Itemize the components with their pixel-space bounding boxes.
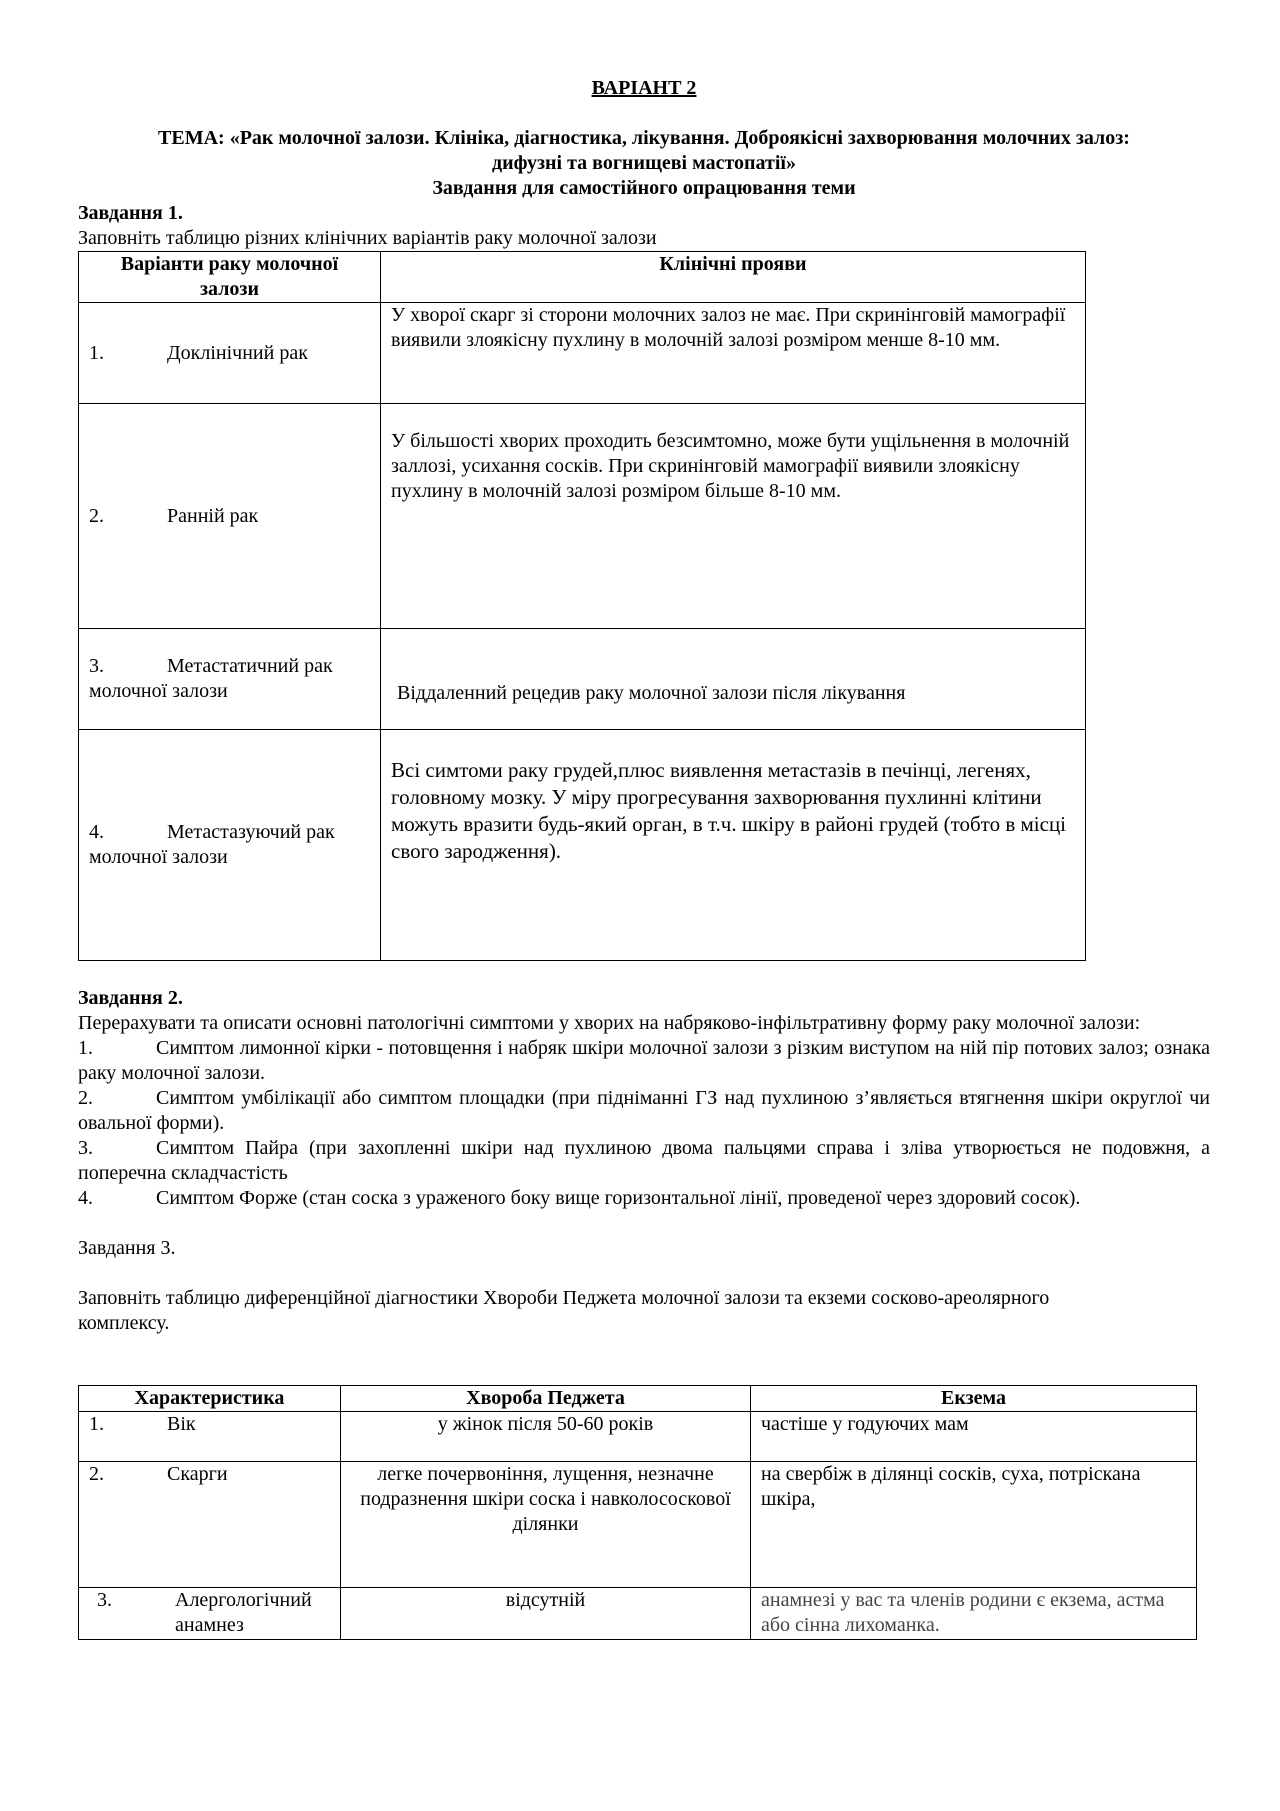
topic-line-2: дифузні та вогнищеві мастопатії» <box>492 152 796 174</box>
row-number: 3. <box>97 1589 112 1611</box>
topic-line-1: ТЕМА: «Рак молочної залози. Клініка, діагностика, лікування. Доброякісні захворювання молочних залоз: <box>158 127 1130 149</box>
table-row <box>79 1412 1197 1462</box>
task3-title: Завдання 3. <box>78 1237 176 1259</box>
variant-cell <box>79 303 381 404</box>
item-text: Симптом Пайра (при захопленні шкіри над пухлиною двома пальцями справа і зліва утворюється не подовжня, а поперечна складчастість <box>78 1137 1210 1184</box>
table-row <box>79 730 1086 961</box>
clinical-text: Віддаленний рецедив раку молочної залози після лікування <box>381 629 1086 730</box>
task1-instruction: Заповніть таблицю різних клінічних варіантів раку молочної залози <box>78 227 657 249</box>
header-eczema: Екзема <box>751 1386 1197 1412</box>
paget-cell: легке почервоніння, лущення, незначне подразнення шкіри соска і навколососкової ділянки <box>341 1462 751 1588</box>
list-item <box>78 1136 1210 1186</box>
variant-name: Метастазуючий рак молочної залози <box>89 821 335 868</box>
clinical-text: У більшості хворих проходить безсимтомно, може бути ущільнення в молочній заллозі, усихання сосків. При скринінговій мамографії виявили злоякісну пухлину в молочній залозі розміром більше 8-10 мм. <box>381 404 1086 629</box>
header-variants: Варіанти раку молочної залози <box>79 252 381 303</box>
eczema-cell: на свербіж в ділянці сосків, суха, потріскана шкіра, <box>751 1462 1197 1588</box>
clinical-text: Всі симтоми раку грудей,плюс виявлення метастазів в печінці, легенях, головному мозку. У міру прогресування захворювання пухлинні клітини можуть вразити будь-який орган, в т.ч. шкіру в районі грудей (тобто в місці свого зародження). <box>381 730 1086 961</box>
variant-name: Доклінічний рак <box>167 341 308 364</box>
table-row <box>79 1462 1197 1588</box>
characteristic-cell <box>79 1412 341 1462</box>
document-page <box>78 76 1210 1640</box>
eczema-cell: анамнезі у вас та членів родини є екзема, астма або сінна лихоманка. <box>751 1588 1197 1640</box>
task2-instruction: Перерахувати та описати основні патологічні симптоми у хворих на набряково-інфільтративну форму раку молочної залози: <box>78 1012 1141 1034</box>
list-item <box>78 1036 1210 1086</box>
characteristic-label: Вік <box>167 1413 196 1435</box>
list-item <box>78 1086 1210 1136</box>
variant-cell <box>79 404 381 629</box>
table-header-row <box>79 1386 1197 1412</box>
table-header-row <box>79 252 1086 303</box>
differential-diagnosis-table <box>78 1385 1197 1640</box>
table-row <box>79 303 1086 404</box>
item-number: 3. <box>78 1137 93 1159</box>
table-row <box>79 404 1086 629</box>
table-row <box>79 1588 1197 1640</box>
characteristic-cell <box>79 1588 341 1640</box>
task3-instruction: Заповніть таблицю диференційної діагностики Хвороби Педжета молочної залози та екземи сосково-ареолярного комплексу. <box>78 1287 1050 1334</box>
row-number: 2. <box>89 504 104 527</box>
header-clinical: Клінічні прояви <box>381 252 1086 303</box>
paget-cell: відсутній <box>341 1588 751 1640</box>
characteristic-label: Алергологічний анамнез <box>175 1589 312 1636</box>
variant-title: ВАРІАНТ 2 <box>591 77 697 99</box>
row-number: 2. <box>89 1463 104 1485</box>
eczema-cell: частіше у годуючих мам <box>751 1412 1197 1462</box>
table-row <box>79 629 1086 730</box>
item-text: Симптом Форже (стан соска з ураженого боку вище горизонтальної лінії, проведеної через здоровий сосок). <box>156 1187 1081 1209</box>
characteristic-cell <box>79 1462 341 1588</box>
symptom-list <box>78 1036 1210 1211</box>
variant-cell <box>79 629 381 730</box>
clinical-variants-table <box>78 251 1086 961</box>
row-number: 1. <box>89 1413 104 1435</box>
row-number: 1. <box>89 341 104 364</box>
row-number: 3. <box>89 655 104 677</box>
variant-cell <box>79 730 381 961</box>
item-number: 1. <box>78 1037 93 1059</box>
header-characteristic: Характеристика <box>79 1386 341 1412</box>
item-number: 4. <box>78 1187 93 1209</box>
variant-name: Ранній рак <box>167 504 259 527</box>
task1-title: Завдання 1. <box>78 202 183 224</box>
paget-cell: у жінок після 50-60 років <box>341 1412 751 1462</box>
item-text: Симптом умбілікації або симптом площадки (при підніманні ГЗ над пухлиною з’являється втягнення шкіри округлої чи овальної форми). <box>78 1087 1210 1134</box>
header-paget: Хвороба Педжета <box>341 1386 751 1412</box>
row-number: 4. <box>89 821 104 843</box>
task2-title: Завдання 2. <box>78 987 183 1009</box>
clinical-text: У хворої скарг зі сторони молочних залоз не має. При скринінговій мамографії виявили злоякісну пухлину в молочній залозі розміром менше 8-10 мм. <box>381 303 1086 404</box>
list-item <box>78 1186 1210 1211</box>
subtitle: Завдання для самостійного опрацювання теми <box>432 177 856 199</box>
characteristic-label: Скарги <box>167 1463 228 1485</box>
item-text: Симптом лимонної кірки - потовщення і набряк шкіри молочної залози з різким виступом на ній пір потових залоз; ознака раку молочної залози. <box>78 1037 1210 1084</box>
variant-name: Метастатичний рак молочної залози <box>89 655 333 702</box>
item-number: 2. <box>78 1087 93 1109</box>
